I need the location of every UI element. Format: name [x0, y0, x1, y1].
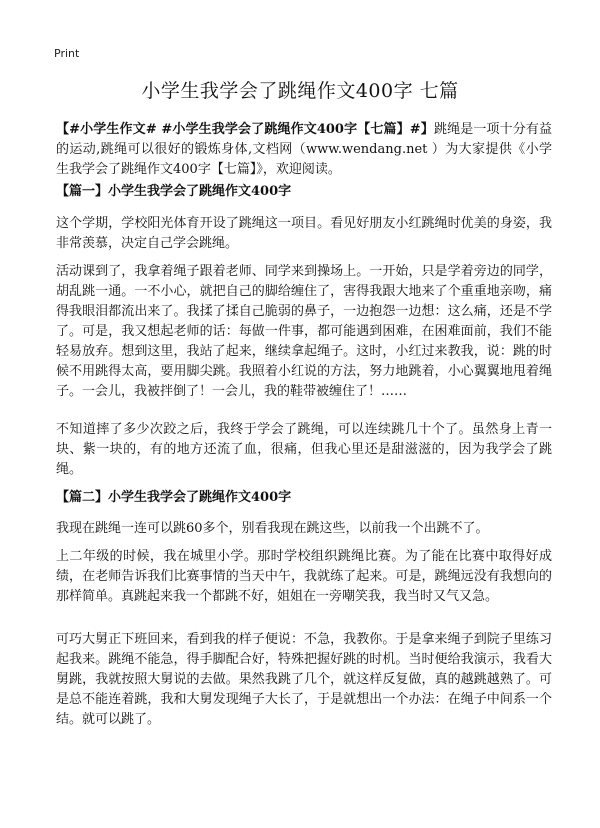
section-2-heading: 【篇二】小学生我学会了跳绳作文400字	[56, 490, 292, 505]
section-1-paragraph-2: 活动课到了，我拿着绳子跟着老师、同学来到操场上。一开始，只是学着旁边的同学，胡乱跳一通。一不小心，就把自己的脚给缠住了，害得我跟大地来了个重重地亲吻，痛得我眼泪都流出来了。我揉了揉自己脆弱的鼻子，一边抱怨一边想：这么痛，还是不学了。可是，我又想起老师的话：每做一件事，都可能遇到困难，在困难面前，我们不能轻易放弃。想到这里，我站了起来，继续拿起绳子。这时，小红过来教我，说：跳的时候不用跳得太高，要用脚尖跳。我照着小红说的方法，努力地跳着，小心翼翼地甩着绳子。一会儿，我被拌倒了！一会儿，我的鞋带被缠住了！……	[56, 264, 552, 399]
section-2-paragraph-2: 上二年级的时候，我在城里小学。那时学校组织跳绳比赛。为了能在比赛中取得好成绩，在老师告诉我们比赛事情的当天中午，我就练了起来。可是，跳绳远没有我想向的那样简单。真跳起来我一个都跳不好，姐姐在一旁嘲笑我，我当时又气又急。	[56, 549, 552, 604]
section-2-paragraph-3: 可巧大舅正下班回来，看到我的样子便说：不急，我教你。于是拿来绳子到院子里练习起我来。跳绳不能急，得手脚配合好，特殊把握好跳的时机。当时便给我演示，我看大舅跳，我就按照大舅说的去做。果然我跳了几个，就这样反复做，真的越跳越熟了。可是总不能连着跳，我和大舅发现绳子大长了，于是就想出一个办法：在绳子中间系一个结。就可以跳了。	[56, 632, 552, 727]
section-1-paragraph-3: 不知道摔了多少次跤之后，我终于学会了跳绳，可以连续跳几十个了。虽然身上青一块、紫一块的，有的地方还流了血，很痛，但我心里还是甜滋滋的，因为我学会了跳绳。	[56, 422, 552, 477]
section-1-paragraph-1: 这个学期，学校阳光体育开设了跳绳这一项目。看见好朋友小红跳绳时优美的身姿，我非常羡慕，决定自己学会跳绳。	[56, 216, 552, 251]
intro-tag: 【#小学生作文# #小学生我学会了跳绳作文400字【七篇】#】	[56, 122, 434, 137]
intro-paragraph	[56, 120, 552, 180]
section-2-paragraph-1: 我现在跳绳一连可以跳60多个，别看我现在跳这些，以前我一个出跳不了。	[56, 521, 489, 536]
intro-text: 跳绳是一项十分有益的运动,跳绳可以很好的锻炼身体,文档网（www.wendang.net ）为大家提供《小学生我学会了跳绳作文400字【七篇】》，欢迎阅读。	[56, 122, 552, 177]
print-label: Print	[54, 47, 80, 60]
section-1-heading: 【篇一】小学生我学会了跳绳作文400字	[56, 184, 292, 199]
page-title: 小学生我学会了跳绳作文400字 七篇	[141, 80, 459, 102]
